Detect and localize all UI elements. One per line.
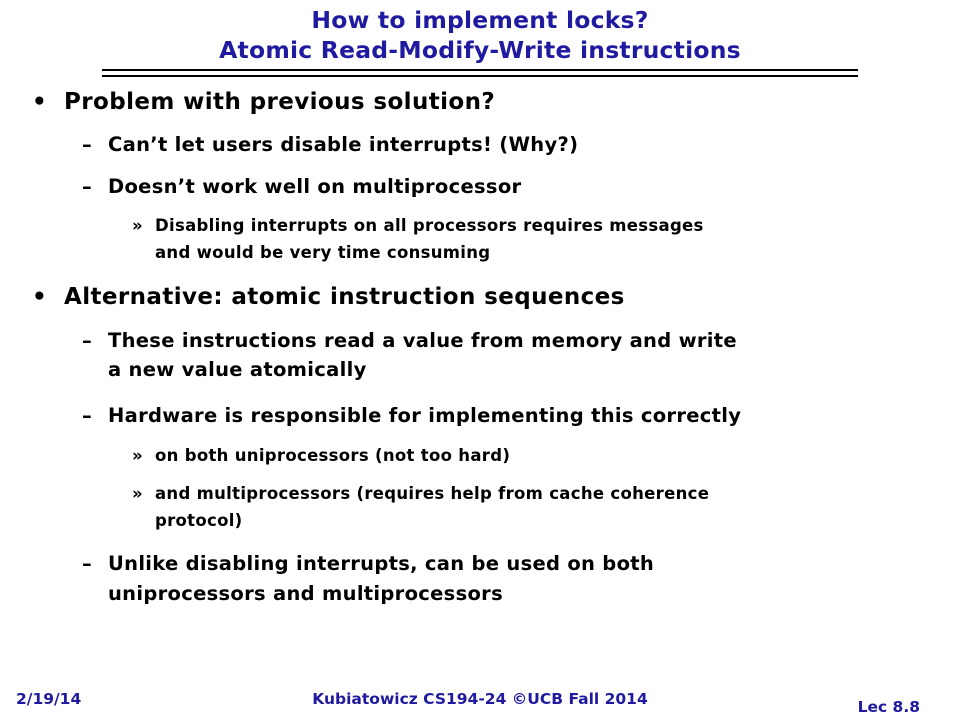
title-rule-lower <box>102 75 858 77</box>
dash-marker: – <box>82 552 93 575</box>
detail-disabling-line2: and would be very time consuming <box>155 243 491 262</box>
sub-bullet-unlike-line2: uniprocessors and multiprocessors <box>108 582 503 605</box>
dash-marker: – <box>82 175 93 198</box>
footer-date: 2/19/14 <box>16 690 82 708</box>
footer-lecture: Lec 8.8 <box>857 698 920 716</box>
bullet-problem: Problem with previous solution? <box>64 89 496 115</box>
sub-bullet-disable-interrupts: Can’t let users disable interrupts! (Why?) <box>108 133 579 156</box>
chevron-marker: » <box>132 216 143 235</box>
slide-title-line2: Atomic Read-Modify-Write instructions <box>219 36 741 64</box>
dash-marker: – <box>82 133 93 156</box>
chevron-marker: » <box>132 484 143 503</box>
bullet-marker: • <box>32 284 48 310</box>
footer-course: Kubiatowicz CS194-24 ©UCB Fall 2014 <box>312 690 648 708</box>
title-rule-upper <box>102 69 858 71</box>
slide-title-line1: How to implement locks? <box>311 6 649 34</box>
bullet-alternative: Alternative: atomic instruction sequences <box>64 284 625 310</box>
chevron-marker: » <box>132 446 143 465</box>
dash-marker: – <box>82 329 93 352</box>
sub-bullet-instructions-line1: These instructions read a value from memory and write <box>108 329 737 352</box>
sub-bullet-multiprocessor: Doesn’t work well on multiprocessor <box>108 175 522 198</box>
sub-bullet-hardware: Hardware is responsible for implementing this correctly <box>108 404 742 427</box>
sub-bullet-unlike-line1: Unlike disabling interrupts, can be used on both <box>108 552 655 575</box>
detail-disabling-line1: Disabling interrupts on all processors requires messages <box>155 216 704 235</box>
detail-multiprocessors-line2: protocol) <box>155 511 243 530</box>
sub-bullet-instructions-line2: a new value atomically <box>108 358 367 381</box>
detail-uniprocessors: on both uniprocessors (not too hard) <box>155 446 511 465</box>
detail-multiprocessors-line1: and multiprocessors (requires help from cache coherence <box>155 484 710 503</box>
bullet-marker: • <box>32 89 48 115</box>
dash-marker: – <box>82 404 93 427</box>
